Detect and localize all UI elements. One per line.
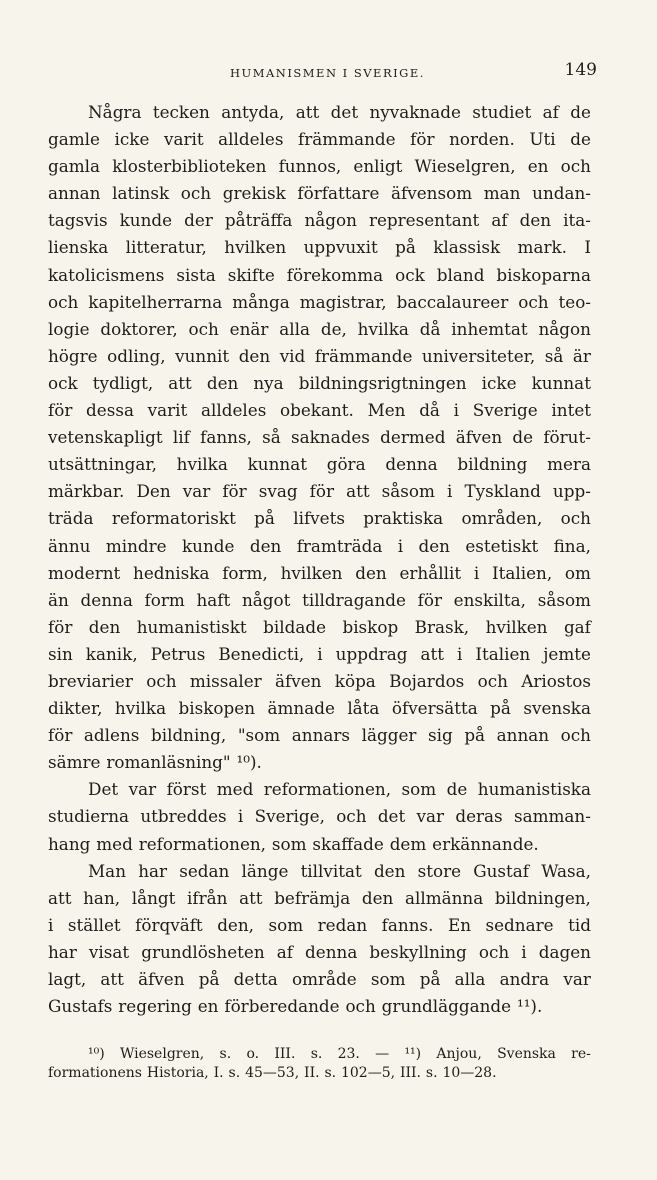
- text-line: ock tydligt, att den nya bildningsrigtningen icke kunnat: [48, 372, 591, 393]
- text-line: högre odling, vunnit den vid främmande universiteter, så är: [48, 345, 591, 366]
- text-line: sämre romanläsning" ¹⁰).: [48, 752, 262, 773]
- text-line: katolicismens sista skifte förekomma ock bland biskoparna: [48, 264, 591, 285]
- text-line: träda reformatoriskt på lifvets praktiska områden, och: [48, 508, 591, 529]
- text-line: studierna utbreddes i Sverige, och det var deras samman-: [48, 806, 591, 827]
- text-line: märkbar. Den var för svag för att såsom i Tyskland upp-: [48, 481, 591, 502]
- text-line: sin kanik, Petrus Benedicti, i uppdrag att i Italien jemte: [48, 643, 591, 664]
- text-line: för den humanistiskt bildade biskop Brask, hvilken gaf: [48, 616, 591, 637]
- text-line: utsättningar, hvilka kunnat göra denna bildning mera: [48, 454, 591, 475]
- text-line: tagsvis kunde der påträffa någon representant af den ita-: [48, 210, 591, 231]
- text-line: i stället förqväft den, som redan fanns. En sednare tid: [48, 914, 591, 935]
- text-line: breviarier och missaler äfven köpa Bojardos och Ariostos: [48, 670, 591, 691]
- running-title: HUMANISMEN I SVERIGE.: [230, 66, 425, 80]
- text-line: dikter, hvilka biskopen ämnade låta öfversätta på svenska: [48, 698, 591, 719]
- footnotes: [48, 1045, 591, 1083]
- text-line: gamle icke varit alldeles främmande för norden. Uti de: [48, 129, 591, 150]
- text-line: att han, långt ifrån att befrämja den allmänna bildningen,: [48, 887, 591, 908]
- text-line: Några tecken antyda, att det nyvaknade studiet af de: [88, 102, 591, 122]
- text-line: vetenskapligt lif fanns, så saknades dermed äfven de förut-: [48, 427, 591, 448]
- text-line: för dessa varit alldeles obekant. Men då i Sverige intet: [48, 400, 591, 421]
- body-text: [48, 99, 591, 1020]
- footnote-line: ¹⁰) Wieselgren, s. o. III. s. 23. — ¹¹) Anjou, Svenska re-: [88, 1046, 591, 1062]
- page-header: [48, 60, 597, 90]
- text-line: lagt, att äfven på detta område som på alla andra var: [48, 969, 591, 989]
- text-line: logie doktorer, och enär alla de, hvilka då inhemtat någon: [48, 318, 591, 339]
- text-line: Gustafs regering en förberedande och grundläggande ¹¹).: [48, 996, 543, 1017]
- text-line: modernt hedniska form, hvilken den erhållit i Italien, om: [48, 562, 591, 583]
- footnote-line: formationens Historia, I. s. 45—53, II. s. 102—5, III. s. 10—28.: [48, 1065, 497, 1081]
- text-line: ännu mindre kunde den framträda i den estetiskt fina,: [48, 535, 591, 556]
- text-line: hang med reformationen, som skaffade dem erkännande.: [48, 833, 539, 854]
- text-line: annan latinsk och grekisk författare äfvensom man undan-: [48, 183, 591, 204]
- text-line: och kapitelherrarna många magistrar, baccalaureer och teo-: [48, 291, 591, 312]
- text-line: för adlens bildning, "som annars lägger sig på annan och: [48, 725, 591, 746]
- page-number: 149: [564, 60, 597, 80]
- text-line: har visat grundlösheten af denna beskyllning och i dagen: [48, 941, 591, 962]
- text-line: Det var först med reformationen, som de humanistiska: [88, 779, 591, 800]
- text-line: Man har sedan länge tillvitat den store Gustaf Wasa,: [88, 860, 591, 881]
- text-line: än denna form haft något tilldragande för enskilta, såsom: [48, 589, 591, 610]
- text-line: gamla klosterbiblioteken funnos, enligt Wieselgren, en och: [48, 156, 591, 177]
- text-line: lienska litteratur, hvilken uppvuxit på klassisk mark. I: [48, 237, 591, 258]
